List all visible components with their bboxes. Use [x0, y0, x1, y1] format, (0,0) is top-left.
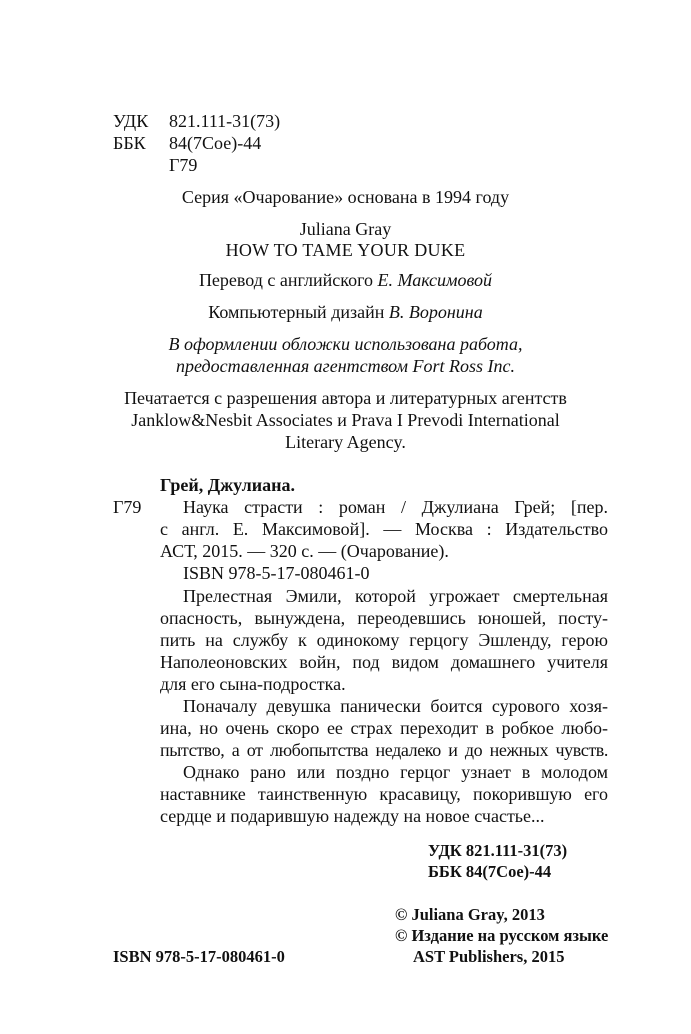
annotation-p2-line-1: Поначалу девушка панически боится сурового хозя- [183, 696, 608, 716]
udk-value: 821.111-31(73) [169, 111, 281, 131]
udk-label: УДК [113, 111, 149, 131]
isbn-bottom: ISBN 978-5-17-080461-0 [113, 947, 285, 966]
annotation-p3-line-3: сердце и подарившую надежду на новое счастье... [160, 806, 545, 826]
translator-name: Е. Максимовой [377, 270, 493, 290]
bbk-code-bottom: ББК 84(7Сое)-44 [428, 862, 552, 881]
design-credit [0, 301, 691, 323]
bib-line-2: с англ. Е. Максимовой]. — Москва : Издательство [160, 519, 608, 539]
cover-note-line-2: предоставленная агентством Fort Ross Inc. [176, 356, 515, 376]
annotation-p3-line-1: Однако рано или поздно герцог узнает в молодом [183, 762, 608, 782]
original-title: HOW TO TAME YOUR DUKE [225, 240, 466, 260]
annotation-p2-line-3: пытство, а от любопытства недалеко и до нежных чувств. [160, 740, 608, 760]
cover-note-line-1: В оформлении обложки использована работа, [168, 334, 523, 354]
bib-heading: Грей, Джулиана. [160, 475, 296, 495]
translation-credit [0, 269, 691, 291]
bib-isbn: ISBN 978-5-17-080461-0 [183, 563, 370, 583]
original-author: Juliana Gray [299, 219, 392, 239]
annotation-p1-line-4: Наполеоновских войн, под видом домашнего учителя [160, 652, 608, 672]
copyright-line-1: © Juliana Gray, 2013 [395, 905, 545, 924]
annotation-p2-line-2: ина, но очень скоро ее страх переходит в робкое любо- [160, 718, 608, 738]
udk-code-bottom: УДК 821.111-31(73) [428, 841, 568, 860]
bbk-value: 84(7Сое)-44 [169, 133, 262, 153]
annotation-p3-line-2: наставнике таинственную красавицу, покорившую его [160, 784, 608, 804]
author-mark: Г79 [169, 155, 198, 175]
permission-line-2: Janklow&Nesbit Associates и Prava I Prevodi International [131, 410, 560, 430]
copyright-line-3: AST Publishers, 2015 [413, 947, 565, 966]
annotation-p1-line-3: пить на службу к одинокому герцогу Эшленду, герою [160, 630, 608, 650]
translation-prefix: Перевод с английского [198, 270, 374, 290]
bib-line-1: Наука страсти : роман / Джулиана Грей; [пер. [183, 497, 608, 517]
annotation-p1-line-1: Прелестная Эмили, которой угрожает смертельная [183, 586, 608, 606]
annotation-p1-line-5: для его сына-подростка. [160, 674, 346, 694]
annotation-p1-line-2: опасность, вынуждена, переодевшись юношей, посту- [160, 608, 608, 628]
copyright-line-2: © Издание на русском языке [395, 926, 609, 945]
designer-name: В. Воронина [388, 302, 483, 322]
permission-line-1: Печатается с разрешения автора и литературных агентств [124, 388, 567, 408]
design-prefix: Компьютерный дизайн [208, 302, 385, 322]
bib-line-3: АСТ, 2015. — 320 с. — (Очарование). [160, 541, 449, 561]
series-line: Серия «Очарование» основана в 1994 году [181, 187, 510, 207]
bbk-label: ББК [113, 133, 146, 153]
bib-mark: Г79 [113, 497, 142, 517]
permission-line-3: Literary Agency. [285, 432, 406, 452]
